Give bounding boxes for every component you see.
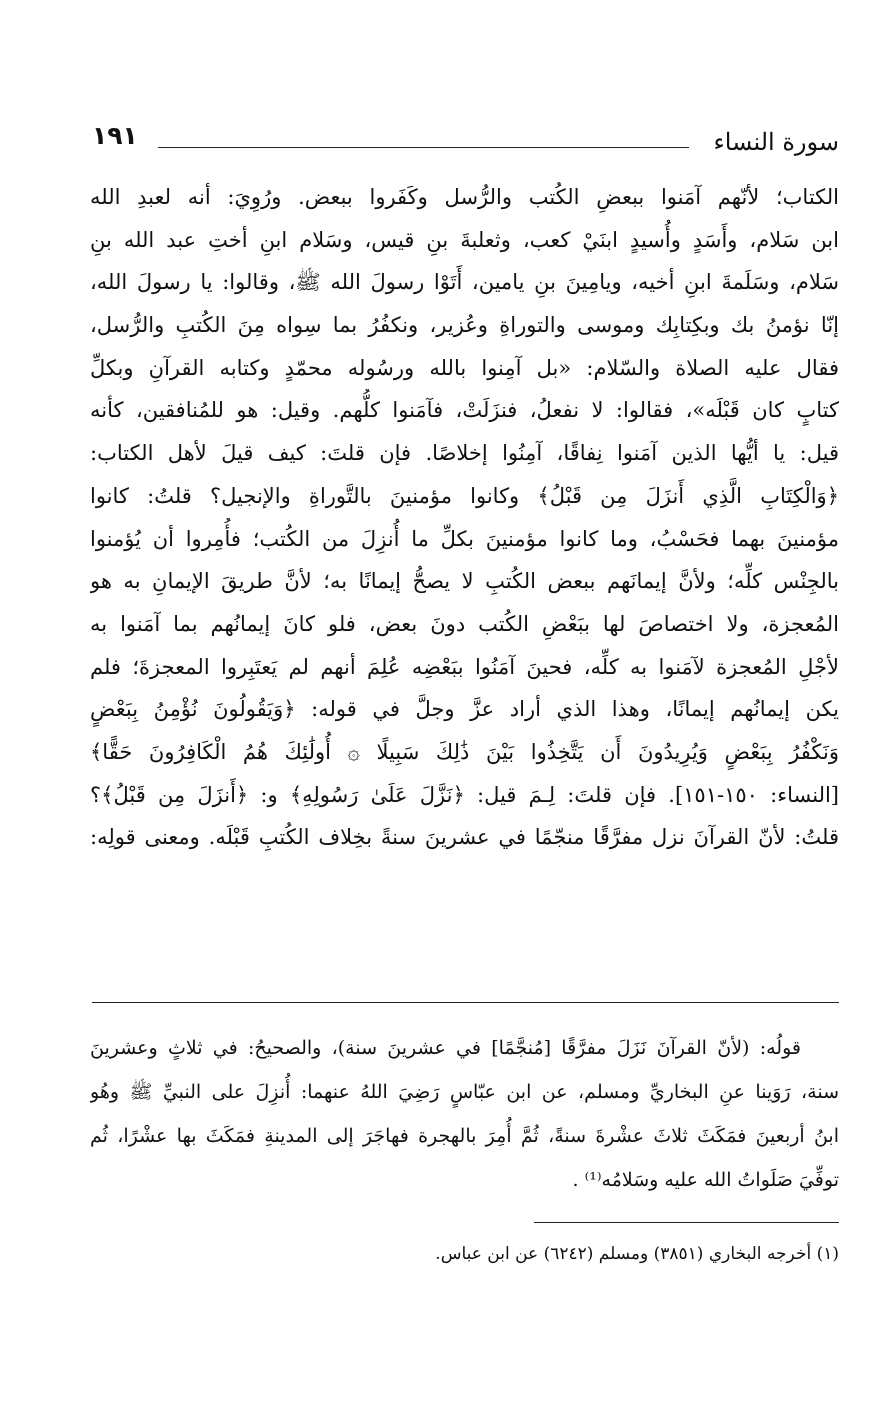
main-text-line: وَنَكْفُرُ بِبَعْضٍ وَيُرِيدُونَ أَن يَتَّخِذُوا بَيْنَ ذَٰلِكَ سَبِيلًا ۞ أُولَٰئِكَ هُمُ الْكَافِرُونَ حَقًّا﴾ <box>90 739 839 764</box>
main-text-line: قيل: يا أيُّها الذين آمَنوا نِفاقًا، آمِنُوا إخلاصًا. فإن قلتَ: كيف قيلَ لأهل الكتاب: <box>90 441 839 466</box>
commentary-line: توفِّيَ صَلَواتُ الله عليه وسَلامُه⁽¹⁾ . <box>572 1169 839 1191</box>
header-rule <box>158 147 689 148</box>
main-text-line: بالجِنْس كلِّه؛ ولأنَّ إيمانَهم ببعض الكُتبِ لا يصحُّ إيمانًا به؛ لأنَّ طريقَ الإيمانِ به هو <box>90 569 839 594</box>
main-text-line: لأجْلِ المُعجزة لآمَنوا به كلِّه، فحينَ آمَنُوا ببَعْضِه عُلِمَ أنهم لم يَعتَبِروا المعجزةَ؛ فلم <box>90 654 839 679</box>
main-text-line: ﴿وَالْكِتَابِ الَّذِي أَنزَلَ مِن قَبْلُ﴾ وكانوا مؤمنينَ بالتَّوراةِ والإنجيل؟ قلتُ: كانوا <box>90 483 839 508</box>
commentary-block <box>90 1026 839 1202</box>
commentary-line: قولُه: (لأنّ القرآنَ نَزَلَ مفرَّقًا [مُنجَّمًا] في عشرينَ سنة)، والصحيحُ: في ثلاثٍ وعشرينَ <box>90 1037 801 1059</box>
main-text-block <box>90 176 839 859</box>
main-text-line: مؤمنينَ بهما فحَسْبُ، وما كانوا مؤمنينَ بكلِّ ما أُنزِلَ من الكُتب؛ فأُمِروا أن يُؤمنوا <box>90 526 839 551</box>
main-text-line: الكتاب؛ لأنّهم آمَنوا ببعضِ الكُتب والرُّسل وكَفَروا ببعض. ورُوِيَ: أنه لعبدِ الله <box>90 185 839 209</box>
commentary-divider <box>92 1002 839 1003</box>
running-header <box>92 118 839 168</box>
commentary-line: ابنُ أربعينَ فمَكَثَ ثلاثَ عشْرةَ سنةً، ثُمَّ أُمِرَ بالهجرة فهاجَرَ إلى المدينةِ فمَكَثَ بها عشْرًا، ثُم <box>90 1125 839 1147</box>
footnote: (١) أخرجه البخاري (٣٨٥١) ومسلم (٦٢٤٢) عن ابن عباس. <box>435 1244 839 1264</box>
main-text-line: [النساء: ١٥٠-١٥١]. فإن قلتَ: لِـمَ قيل: ﴿نَزَّلَ عَلَىٰ رَسُولِهِ﴾ و: ﴿أَنزَلَ مِن قَبْلُ﴾؟ <box>90 782 839 807</box>
main-text-line: يكن إيمانُهم إيمانًا، وهذا الذي أراد عزَّ وجلَّ في قوله: ﴿وَيَقُولُونَ نُؤْمِنُ بِبَعْضٍ <box>90 697 839 722</box>
main-text-line: إنّا نؤمنُ بك وبكِتابِك وموسى والتوراةِ وعُزير، ونكفُرُ بما سِواه مِنَ الكُتبِ والرُّسل، <box>90 313 839 338</box>
main-text-line: فقال عليه الصلاة والسّلام: «بل آمِنوا بالله ورسُوله محمّدٍ وكتابه القرآنِ وبكلِّ <box>90 355 839 380</box>
main-text-line: المُعجزة، ولا اختصاصَ لها ببَعْضِ الكُتب دونَ بعض، فلو كانَ إيمانُهم بما آمَنوا به <box>90 611 839 636</box>
main-text-line: كتابٍ كان قَبْلَه»، فقالوا: لا نفعلُ، فنزَلَتْ، فآمَنوا كلُّهم. وقيل: هو للمُنافقين، كأنه <box>90 398 839 423</box>
main-text-line: ابن سَلام، وأَسَدٍ وأُسيدٍ ابنَيْ كعب، وثعلبةَ بنِ قيس، وسَلام ابنِ أختِ عبد الله بنِ <box>90 227 839 252</box>
page-number: ١٩١ <box>92 121 138 150</box>
commentary-line: سنة، رَوَينا عنِ البخاريِّ ومسلم، عن ابن عبّاسٍ رَضِيَ اللهُ عنهما: أُنزِلَ على النبيِّ ﷺ وهُو <box>90 1081 839 1103</box>
footnote-rule <box>534 1222 839 1223</box>
main-text-line: سَلام، وسَلَمةَ ابنِ أخيه، ويامِينَ بنِ يامين، أَتَوْا رسولَ الله ﷺ، وقالوا: يا رسولَ الله، <box>90 270 839 295</box>
main-text-line: قلتُ: لأنّ القرآنَ نزل مفرَّقًا منجّمًا في عشرينَ سنةً بخِلاف الكُتبِ قَبْلَه. ومعنى قولِه: <box>90 825 839 850</box>
surah-title: سورة النساء <box>713 128 839 156</box>
